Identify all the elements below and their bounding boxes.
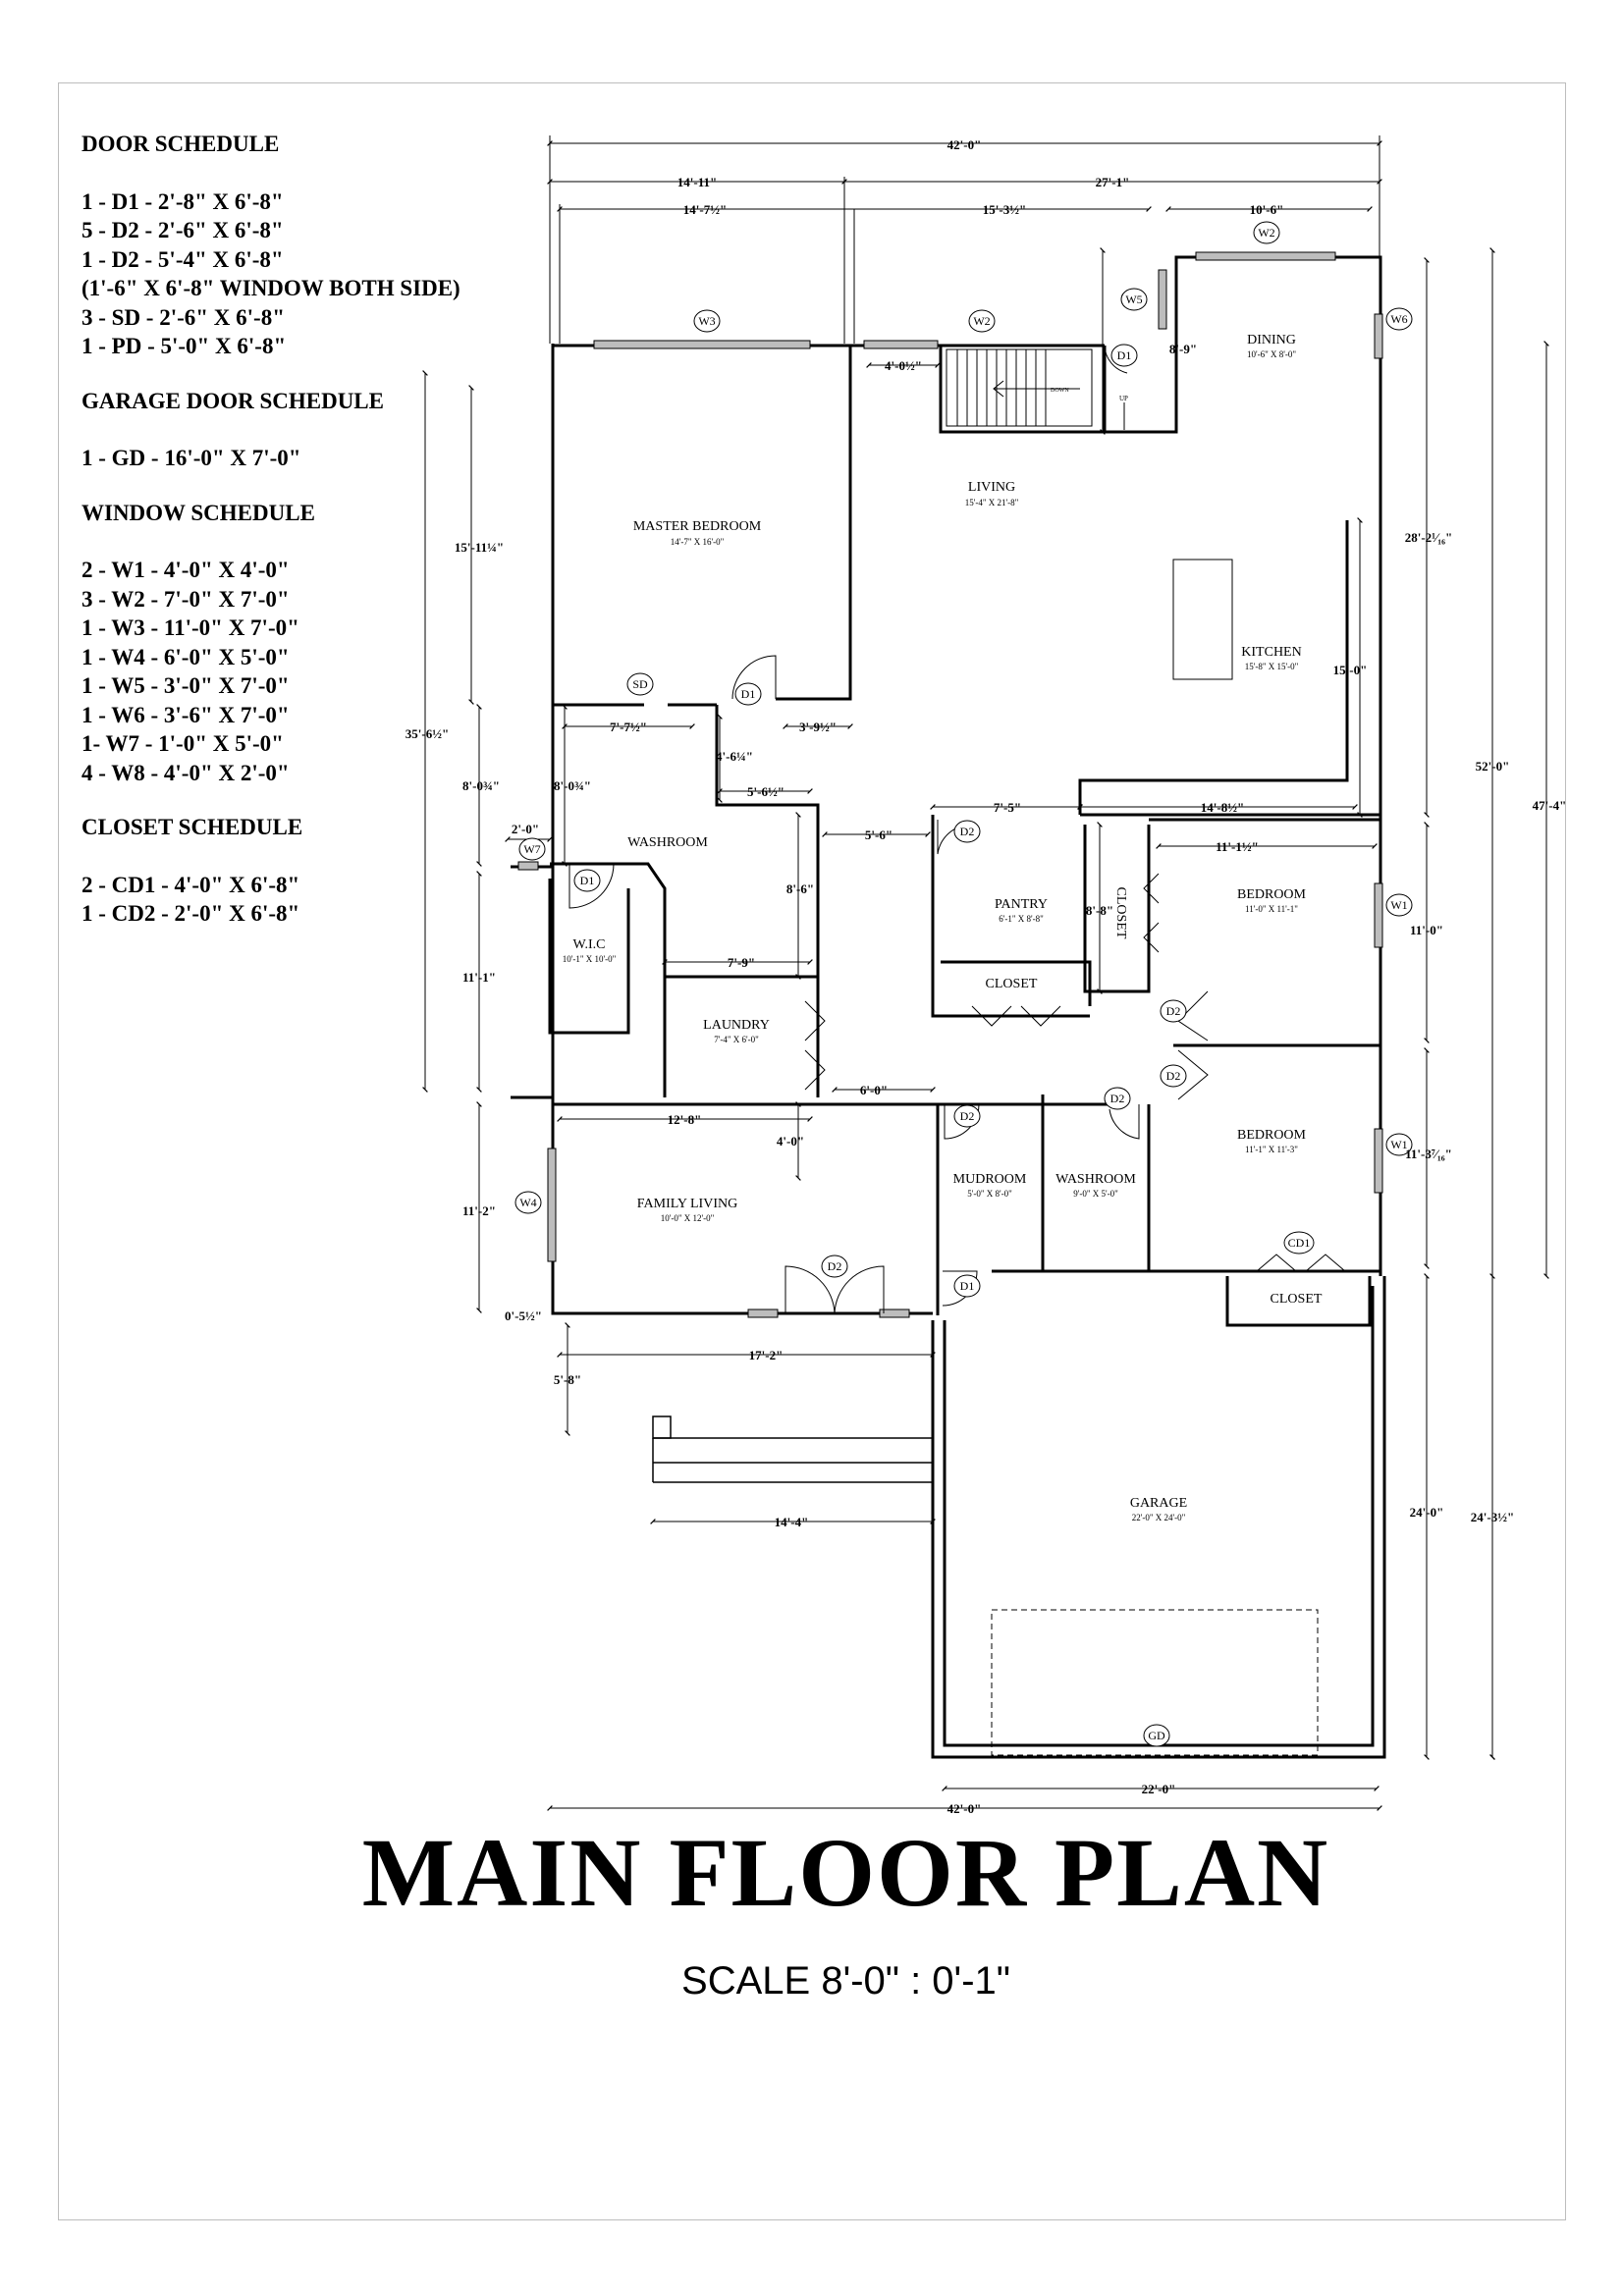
dim-mb-door-r: 3'-9½" [799,720,837,734]
drawing-title: MAIN FLOOR PLAN [361,1818,1330,1927]
tag-d2c: D2 [1165,1069,1181,1083]
tag-w2a: W2 [973,314,991,328]
tag-sd: SD [632,677,648,691]
dim-pantry-h: 8'-8" [1085,903,1114,918]
dim-dining-h: 8'-9" [1168,342,1198,356]
dim-left-wic: 11'-1" [462,970,496,985]
window-w7 [518,862,538,870]
garage-size: 22'-0" X 24'-0" [1131,1513,1186,1522]
wall-wic-inner [550,864,665,1097]
dimension-lines [425,135,1546,1808]
wall-dining [1105,257,1380,815]
laundry-size: 7'-4" X 6'-0" [714,1035,759,1044]
window-schedule-item: 2 - W1 - 4'-0" X 4'-0" [81,558,290,582]
garage-name: GARAGE [1129,1496,1188,1511]
washroom-name: WASHROOM [627,835,708,850]
porch-steps [653,1416,933,1482]
bifold-laundry [805,1001,825,1041]
bifold-cd1-b [1306,1255,1345,1271]
wall-kitchen [1080,520,1347,815]
tag-w1a: W1 [1390,898,1408,912]
dim-stair-gap: 4'-0½" [885,358,922,373]
drawing-scale: SCALE 8'-0" : 0'-1" [681,1959,1010,2002]
wall-washroom [717,705,818,977]
tag-d2e: D2 [1109,1092,1125,1105]
door-schedule-item: 3 - SD - 2'-6" X 6'-8" [81,304,285,330]
bedroom-2-name: BEDROOM [1236,1128,1307,1143]
bedroom-1-name: BEDROOM [1236,887,1307,902]
dim-left-fam: 11'-2" [462,1203,496,1218]
window-schedule-item: 1 - W3 - 11'-0" X 7'-0" [81,615,299,640]
window-schedule-item: 1- W7 - 1'-0" X 5'-0" [81,731,284,756]
walls [511,257,1384,1757]
room-labels [563,333,1323,1522]
window-w1-a [1375,883,1382,947]
tag-gd: GD [1148,1729,1165,1742]
dim-right-garage2: 24'-3½" [1470,1510,1515,1524]
dim-left-step: 0'-5½" [505,1308,542,1323]
dim-right-bed1: 11'-0" [1410,923,1443,937]
wall-wic [511,867,553,1097]
stair-up-label: UP [1119,395,1128,402]
staircase [947,349,1124,430]
closet-cd1-name: CLOSET [1270,1292,1323,1307]
dim-top-total: 42'-0" [947,137,982,152]
dim-kitchen-w: 14'-8½" [1200,800,1245,815]
dim-right-bed2: 11'-3⁷⁄₁₆" [1405,1147,1452,1161]
window-w3 [594,341,810,348]
tag-d1c: D1 [579,874,595,887]
dim-mb-bottom: 7'-7½" [610,720,647,734]
garage-door-schedule-item: 1 - GD - 16'-0" X 7'-0" [81,446,301,470]
tag-d1b: D1 [740,687,756,701]
living-name: LIVING [967,480,1016,495]
dim-wash-top: 5'-6½" [747,784,784,799]
tag-w5: W5 [1125,293,1143,306]
dim-top-left: 14'-11" [676,175,718,189]
dim-garage-w: 22'-0" [1141,1782,1176,1796]
door-schedule-item: 1 - PD - 5'-0" X 6'-8" [81,334,287,358]
master-bedroom-name: MASTER BEDROOM [632,519,762,534]
dim-right-garage: 24'-0" [1409,1505,1444,1520]
dim-bed1-w: 11'-1½" [1216,839,1259,854]
tag-cd1: CD1 [1287,1236,1311,1250]
pantry-size: 6'-1" X 8'-8" [999,914,1044,924]
laundry-name: LAUNDRY [703,1018,770,1033]
dim-wash-h: 8'-6" [785,881,815,896]
pantry-name: PANTRY [995,897,1048,912]
tag-w3: W3 [698,314,716,328]
window-w2-living [864,341,938,348]
family-living-name: FAMILY LIVING [636,1197,738,1211]
window-schedule-item: 4 - W8 - 4'-0" X 2'-0" [81,760,290,785]
wic-size: 10'-1" X 10'-0" [562,954,617,964]
window-w1-b [1375,1129,1382,1193]
washroom-small-size: 9'-0" X 5'-0" [1073,1189,1118,1199]
dim-right-main: 47'-4" [1532,798,1567,813]
dim-bottom-total: 42'-0" [947,1801,982,1816]
window-schedule-item: 1 - W4 - 6'-0" X 5'-0" [81,644,290,669]
door-swing-d2-wash [1109,1104,1139,1139]
kitchen-island [1173,560,1232,679]
window-schedule-heading: WINDOW SCHEDULE [81,500,315,525]
tag-d1a: D1 [1116,348,1132,362]
dim-fam-w: 12'-8" [667,1112,702,1127]
closet-schedule-heading: CLOSET SCHEDULE [81,815,303,839]
dim-wash-v: 4'-6¼" [716,749,753,764]
dim-wash-w: 7'-9" [727,955,756,970]
door-schedule-item: (1'-6" X 6'-8" WINDOW BOTH SIDE) [81,276,460,300]
dim-top-right: 27'-1" [1095,175,1130,189]
dim-left-wash2: 8'-0¾" [554,778,591,793]
garage-door-schedule-heading: GARAGE DOOR SCHEDULE [81,388,384,413]
master-bedroom-size: 14'-7" X 16'-0" [670,537,725,547]
washroom-small-name: WASHROOM [1055,1172,1136,1187]
tag-w4: W4 [519,1196,537,1209]
bifold-cd1-a [1257,1255,1296,1271]
dim-left-total: 35'-6½" [405,726,450,741]
dim-top-l2: 14'-7½" [682,202,728,217]
dim-left-wash: 8'-0¾" [462,778,500,793]
tag-d2a: D2 [959,825,975,838]
window-schedule-item: 3 - W2 - 7'-0" X 7'-0" [81,586,290,612]
window-porch-a [748,1309,778,1317]
window-schedule-item: 1 - W5 - 3'-0" X 7'-0" [81,673,290,698]
tag-d1d: D1 [959,1279,975,1293]
bedroom-2-size: 11'-1" X 11'-3" [1245,1145,1298,1154]
kitchen-size: 15'-8" X 15'-0" [1244,662,1299,671]
tag-w1b: W1 [1390,1138,1408,1151]
kitchen-name: KITCHEN [1241,645,1302,660]
tag-w2b: W2 [1258,226,1275,240]
dining-size: 10'-6" X 8'-0" [1246,349,1297,359]
living-size: 15'-4" X 21'-8" [964,498,1019,507]
dim-kitchen-h: 15'-0" [1332,663,1368,677]
closet-vertical-name: CLOSET [1113,886,1128,939]
mudroom-size: 5'-0" X 8'-0" [967,1189,1012,1199]
bifold-closetv-b [1144,923,1159,952]
tag-circles [515,222,1412,1746]
closet-pantry-name: CLOSET [985,977,1038,991]
dim-step-w: 14'-4" [774,1515,809,1529]
tag-d2d: D2 [959,1109,975,1123]
dim-top-m2: 15'-3½" [982,202,1027,217]
dim-left-mb: 15'-11¼" [454,540,505,555]
door-schedule-item: 1 - D1 - 2'-8" X 6'-8" [81,188,284,214]
door-schedule-heading: DOOR SCHEDULE [81,132,280,156]
dining-name: DINING [1247,333,1296,347]
stair-down-label: DOWN [1051,388,1069,394]
window-w5 [1159,270,1166,329]
dim-hall-w: 5'-6" [864,828,893,842]
closet-schedule-item: 1 - CD2 - 2'-0" X 6'-8" [81,901,300,926]
tag-w6: W6 [1390,312,1408,326]
tag-labels [519,226,1407,1742]
window-w4 [548,1148,556,1261]
dim-porch-v: 5'-8" [553,1372,582,1387]
wic-name: W.I.C [572,937,606,952]
mudroom-name: MUDROOM [952,1172,1027,1187]
window-schedule-item: 1 - W6 - 3'-6" X 7'-0" [81,702,290,727]
bedroom-1-size: 11'-0" X 11'-1" [1245,904,1298,914]
dim-top-r2: 10'-6" [1249,202,1284,217]
bifold-closetv-a [1144,874,1159,903]
closet-schedule-item: 2 - CD1 - 4'-0" X 6'-8" [81,872,300,897]
dim-porch-w: 17'-2" [748,1348,784,1362]
door-schedule-item: 1 - D2 - 5'-4" X 6'-8" [81,246,284,272]
window-w6 [1375,314,1382,358]
tag-w7: W7 [523,842,541,856]
dim-right-kitchen: 28'-2¹⁄₁₆" [1404,530,1453,545]
wall-master-right [776,346,850,699]
dim-laundry-gap: 6'-0" [859,1083,889,1097]
dim-right-total: 52'-0" [1475,759,1510,774]
family-living-size: 10'-0" X 12'-0" [660,1213,715,1223]
bifold-laundry2 [805,1050,825,1090]
dim-w7-w: 2'-0" [511,822,540,836]
window-w2-dining [1196,252,1335,260]
tag-d2b: D2 [1165,1004,1181,1018]
dim-fam-v: 4'-0" [776,1134,805,1148]
dim-pantry-w: 7'-5" [993,800,1022,815]
tag-d2f: D2 [827,1259,842,1273]
door-schedule-item: 5 - D2 - 2'-6" X 6'-8" [81,218,284,242]
windows [518,252,1382,1317]
